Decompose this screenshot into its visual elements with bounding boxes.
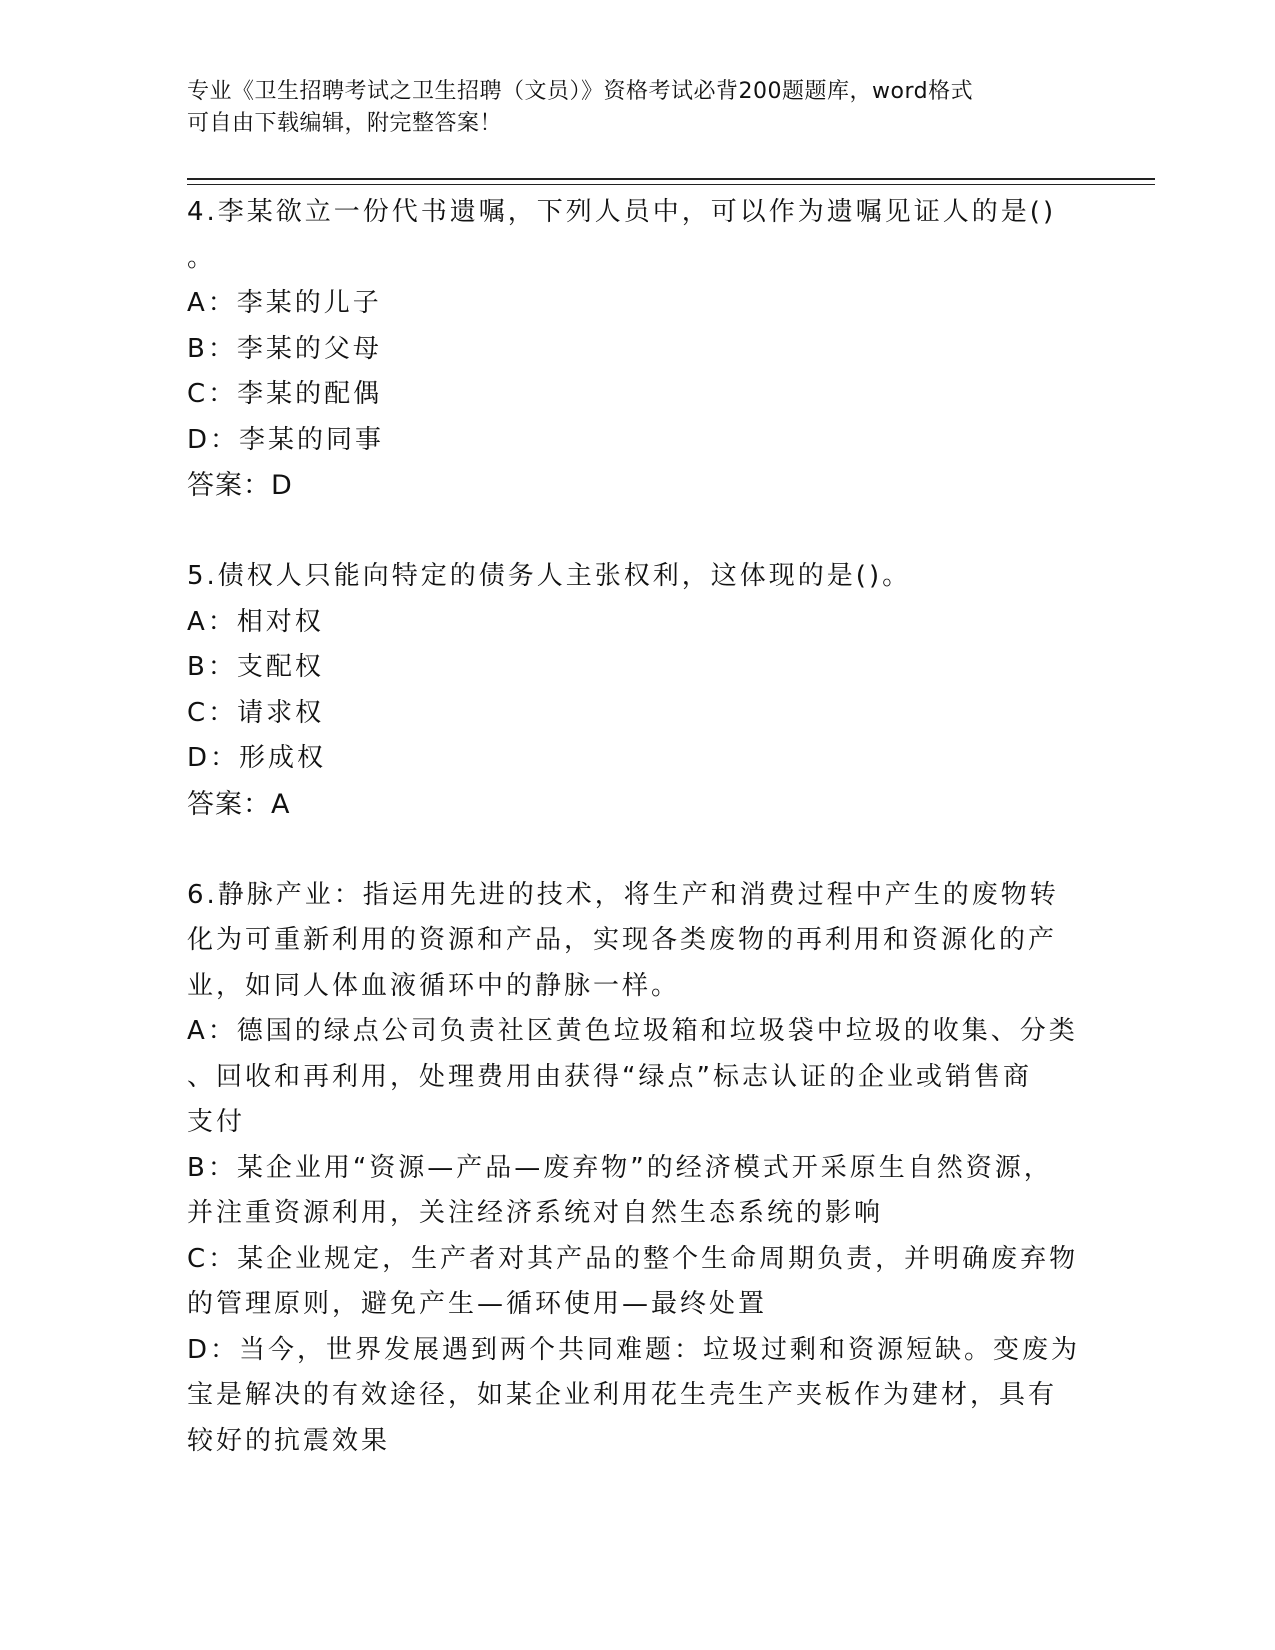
- header-line: 专业《卫生招聘考试之卫生招聘（文员）》资格考试必背200题题库，word格式: [187, 79, 974, 104]
- option-d: 较好的抗震效果: [187, 1425, 391, 1456]
- option-a: A：李某的儿子: [187, 288, 382, 318]
- option-d: D：形成权: [187, 743, 327, 773]
- header-divider-thin: [187, 184, 1155, 185]
- spacer: [187, 827, 1087, 873]
- header-divider: [187, 178, 1155, 180]
- question-stem: 4.李某欲立一份代书遗嘱，下列人员中，可以作为遗嘱见证人的是(): [187, 197, 1057, 227]
- answer-line: 答案：D: [187, 470, 293, 501]
- question-5: [187, 554, 1087, 827]
- option-c: C：李某的配偶: [187, 379, 383, 409]
- question-stem: 6.静脉产业：指运用先进的技术，将生产和消费过程中产生的废物转: [187, 879, 1059, 910]
- spacer: [187, 509, 1087, 555]
- option-a: A：德国的绿点公司负责社区黄色垃圾箱和垃圾袋中垃圾的收集、分类: [187, 1016, 1078, 1046]
- option-b: 并注重资源利用，关注经济系统对自然生态系统的影响: [187, 1198, 884, 1228]
- question-stem: 。: [187, 242, 217, 273]
- option-a: 支付: [187, 1107, 246, 1137]
- option-b: B：李某的父母: [187, 333, 382, 364]
- answer-line: 答案：A: [187, 788, 291, 820]
- question-stem: 5.债权人只能向特定的债务人主张权利，这体现的是()。: [187, 561, 912, 591]
- option-a: A：相对权: [187, 606, 324, 637]
- document-header: [187, 76, 1087, 140]
- option-d: 宝是解决的有效途径，如某企业利用花生壳生产夹板作为建材，具有: [187, 1380, 1058, 1410]
- question-4: [187, 190, 1087, 509]
- option-a: 、回收和再利用，处理费用由获得“绿点”标志认证的企业或销售商: [187, 1061, 1032, 1092]
- option-d: D：当今，世界发展遇到两个共同难题：垃圾过剩和资源短缺。变废为: [187, 1334, 1081, 1365]
- question-6: [187, 873, 1087, 1465]
- option-b: B：支配权: [187, 652, 324, 682]
- option-d: D：李某的同事: [187, 424, 385, 455]
- header-line: 可自由下载编辑，附完整答案！: [187, 111, 503, 136]
- option-c: 的管理原则，避免产生—循环使用—最终处置: [187, 1289, 768, 1319]
- option-c: C：某企业规定，生产者对其产品的整个生命周期负责，并明确废弃物: [187, 1243, 1079, 1274]
- option-c: C：请求权: [187, 697, 325, 728]
- question-stem: 化为可重新利用的资源和产品，实现各类废物的再利用和资源化的产: [187, 925, 1058, 955]
- question-stem: 业，如同人体血液循环中的静脉一样。: [187, 970, 681, 1001]
- option-b: B：某企业用“资源—产品—废弃物”的经济模式开采原生自然资源，: [187, 1152, 1053, 1183]
- question-list: [187, 190, 1087, 1464]
